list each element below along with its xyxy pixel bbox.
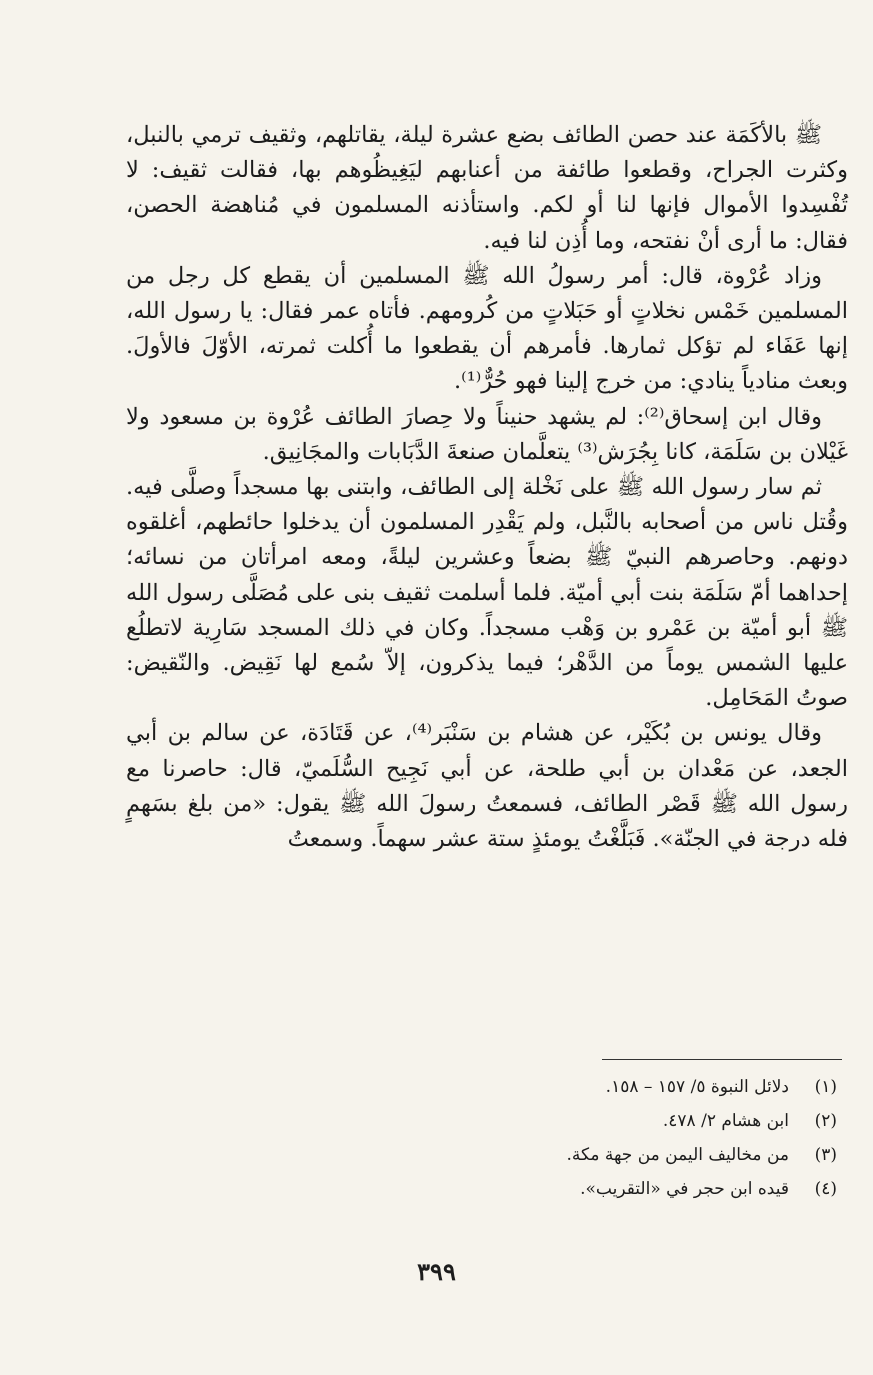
footnote-number: (٢)	[814, 1111, 837, 1131]
paragraph-5: وقال يونس بن بُكَيْر، عن هشام بن سَنْبَر⁽⁴⁾، عن قَتَادَة، عن سالم بن أبي الجعد، عن مَعْدان بن أبي طلحة، عن أبي نَجِيح السُّلَميّ، قال: حاصرنا مع رسول الله ﷺ قَصْر الطائف، فسمعتُ رسولَ الله ﷺ يقول: «من بلغ بسَهمٍ فله درجة في الجنّة». فَبَلَّغْتُ يومئذٍ ستة عشر سهماً. وسمعتُ	[126, 720, 848, 853]
footnote-1	[137, 1070, 837, 1104]
footnote-number: (٣)	[814, 1145, 837, 1165]
footnote-4	[137, 1172, 837, 1206]
footnote-text: دلائل النبوة ٥/ ١٥٧ – ١٥٨.	[605, 1077, 789, 1097]
paragraph-2: وزاد عُرْوة، قال: أمر رسولُ الله ﷺ المسلمين أن يقطع كل رجل من المسلمين خَمْس نخلاتٍ أو حَبَلاتٍ من كُرومهم. فأتاه عمر فقال: يا رسول الله، إنها عَفَاء لم تؤكل ثمارها. فأمرهم أن يقطعوا ما أُكلت ثمرته، الأوّلَ فالأولَ. وبعث منادياً ينادي: من خرج إلينا فهو حُرٌّ⁽¹⁾.	[126, 262, 848, 395]
page-number: ٣٩٩	[417, 1257, 456, 1286]
footnote-2	[137, 1104, 837, 1138]
footnote-number: (٤)	[814, 1179, 837, 1199]
main-text	[126, 118, 848, 857]
paragraph-3: وقال ابن إسحاق⁽²⁾: لم يشهد حنيناً ولا حِصارَ الطائف عُرْوة بن مسعود ولا غَيْلان بن سَلَمَة، كانا بِجُرَش⁽³⁾ يتعلَّمان صنعةَ الدَّبَابات والمجَانِيق.	[126, 403, 848, 465]
footnote-number: (١)	[814, 1077, 837, 1097]
footnote-text: من مخاليف اليمن من جهة مكة.	[566, 1145, 789, 1165]
footnote-text: ابن هشام ٢/ ٤٧٨.	[662, 1111, 789, 1131]
footnote-text: قيده ابن حجر في «التقريب».	[580, 1179, 789, 1199]
footnote-3	[137, 1138, 837, 1172]
paragraph-1: ﷺ بالأكَمَة عند حصن الطائف بضع عشرة ليلة، يقاتلهم، وثقيف ترمي بالنبل، وكثرت الجراح، وقطعوا طائفة من أعنابهم ليَغِيظُوهم بها، فقالت ثقيف: لا تُفْسِدوا الأموال فإنها لنا أو لكم. واستأذنه المسلمون في مُناهضة الحصن، فقال: ما أرى أنْ نفتحه، وما أُذِن لنا فيه.	[126, 122, 848, 254]
paragraph-4: ثم سار رسول الله ﷺ على نَخْلة إلى الطائف، وابتنى بها مسجداً وصلَّى فيه. وقُتل ناس من أصحابه بالنَّبل، ولم يَقْدِر المسلمون أن يدخلوا حائطهم، أغلقوه دونهم. وحاصرهم النبيّ ﷺ بضعاً وعشرين ليلةً، ومعه امرأتان من نسائه؛ إحداهما أمّ سَلَمَة بنت أبي أميّة. فلما أسلمت ثقيف بنى على مُصَلَّى رسول الله ﷺ أبو أميّة بن عَمْرو بن وَهْب مسجداً. وكان في ذلك المسجد سَارِية لاتطلُع عليها الشمس يوماً من الدَّهْر؛ فيما يذكرون، إلاّ سُمع لها نَقِيض. والنّقيض: صوتُ المَحَامِل.	[126, 474, 848, 712]
footnote-divider	[602, 1059, 842, 1060]
footnotes	[137, 1070, 837, 1206]
